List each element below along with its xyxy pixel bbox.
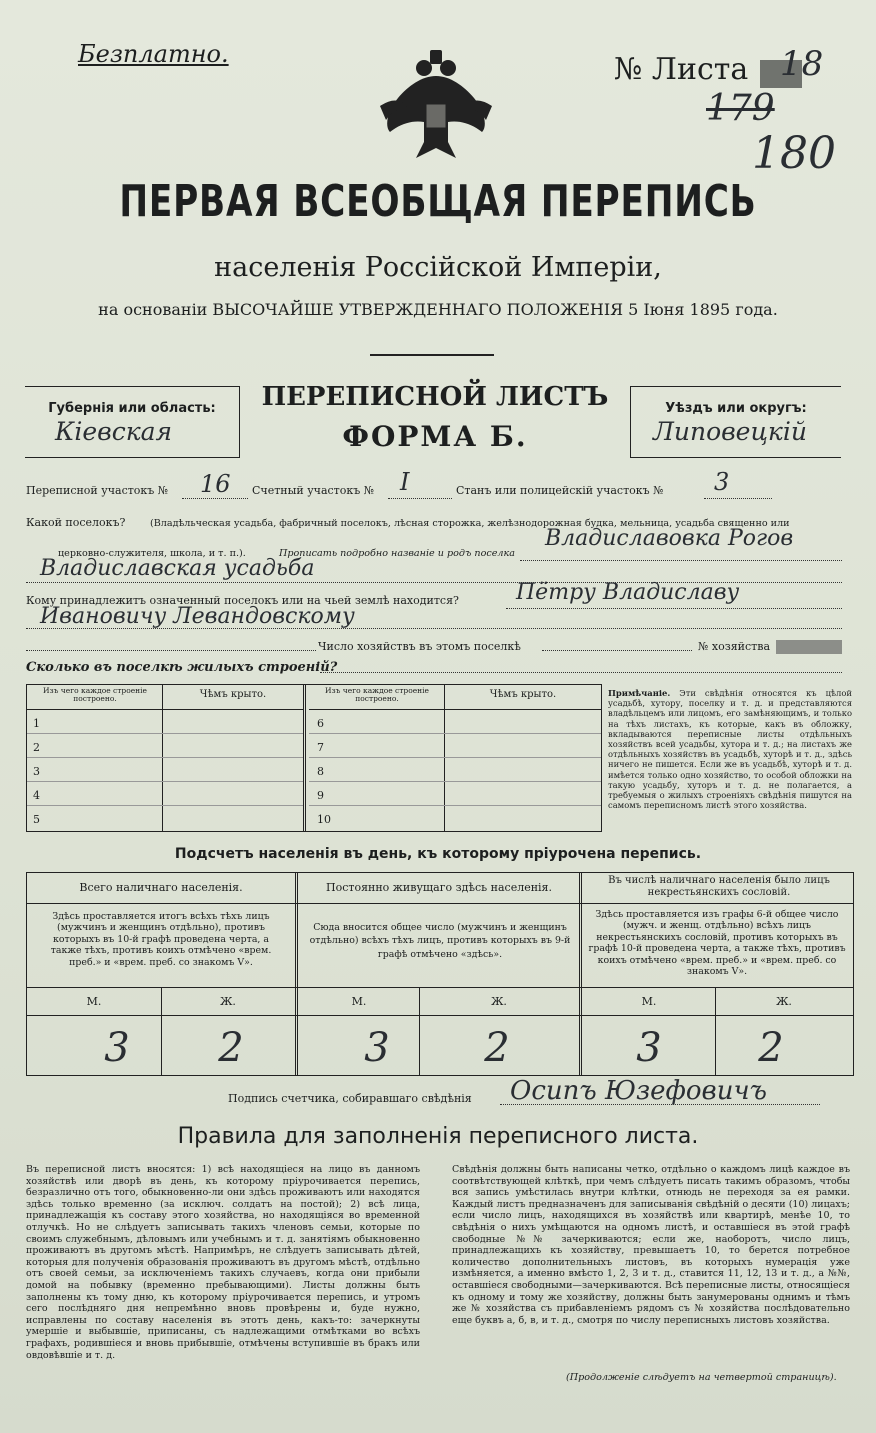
col-divider bbox=[162, 685, 163, 831]
row-number: 3 bbox=[33, 765, 40, 778]
row-number: 9 bbox=[317, 789, 324, 802]
sheet-number-new: 180 bbox=[752, 128, 836, 179]
sheet-number-hw: 18 bbox=[780, 44, 824, 84]
buildings-label: Сколько въ поселкѣ жилыхъ строеній? bbox=[26, 660, 338, 675]
rules-title: Правила для заполненія переписного листа. bbox=[177, 1124, 699, 1149]
rules-left: Въ переписной листъ вносятся: 1) всѣ находящіеся на лицо въ данномъ хозяйствѣ или дворѣ въ день, къ которому пріурочивается перепись, безразлично отъ того, обыкновенно-ли они здѣсь проживаютъ или находятся здѣсь только временно (за исключ. солдатъ на постой); 2) всѣ лица, принадлежащія къ составу этого хозяйства, но находящіяся во временной отлучкѣ. Но не слѣдуетъ записывать такихъ членовъ семьи, которые по своимъ служебнымъ, дѣловымъ или учебнымъ и т. д. занятіямъ обыкновенно проживаютъ въ другомъ мѣстѣ. Напримѣръ, не слѣдуетъ записывать дѣтей, которыя для полученія образованія проживаютъ въ другомъ мѣстѣ, отдѣльно отъ своей семьи, за исключеніемъ такихъ случаевъ, когда они прибыли домой на побывку (временно пребывающими). Листы должны быть заполнены къ тому дню, къ которому пріурочивается перепись, и утромъ сего послѣдняго дня непремѣнно вновь провѣрены и, буде нужно, исправлены по составу населенія въ этотъ день, какъ-то: зачеркнуты умершіе и выбывшіе, приписаны, съ надлежащими отмѣтками во всѣхъ графахъ, родившіеся и вновь прибывшіе, отмѣчены вступившіе въ бракъ или овдовѣвшіе и т. д. bbox=[26, 1164, 420, 1361]
rules-right: Свѣдѣнія должны быть написаны четко, отдѣльно о каждомъ лицѣ каждое въ соотвѣтствующей клѣткѣ, при чемъ слѣдуетъ писать такимъ образомъ, чтобы вся запись умѣстилась внутри клѣтки, отнюдь не переходя за ея рамки. Каждый листъ предназначенъ для записыванія свѣдѣній о десяти (10) лицахъ; если число лицъ, находящихся въ хозяйствѣ или квартирѣ, менѣе 10, то свѣдѣнія о нихъ умѣщаются на одномъ листѣ, и оставшіеся въ этой графѣ свободные №№ зачеркиваются; если же, наоборотъ, число лицъ, принадлежащихъ къ хозяйству, превышаетъ 10, то берется потребное количество дополнительныхъ листовъ, въ которыхъ нумерація уже измѣняется, а именно вмѣсто 1, 2, 3 и т. д., ставится 11, 12, 13 и т. д., а №№, оставшіеся свободными—зачеркиваются. Всѣ переписные листы, относящіеся къ одному и тому же хозяйству, должны быть занумерованы однимъ и тѣмъ же № хозяйства съ прибавленіемъ рядомъ съ № хозяйства послѣдовательно еще буквъ а, б, в, и т. д., смотря по числу переписныхъ листовъ хозяйства. bbox=[452, 1164, 850, 1326]
note-block bbox=[608, 688, 852, 810]
tally-desc-rule bbox=[27, 987, 853, 988]
row-number: 7 bbox=[317, 741, 324, 754]
title-sub1: населенія Россійской Имперіи, bbox=[214, 252, 662, 283]
page-title: ПЕРВАЯ ВСЕОБЩАЯ ПЕРЕПИСЬ bbox=[119, 176, 757, 227]
form-name: ПЕРЕПИСНОЙ ЛИСТЪ bbox=[261, 382, 609, 412]
tally-col3-f-label: Ж. bbox=[776, 995, 792, 1008]
tally-col1-desc: Здѣсь проставляется итогъ всѣхъ тѣхъ лицъ (мужчинъ и женщинъ отдѣльно), противъ которыхъ въ 10-й графѣ проведена черта, а также тѣхъ, противъ коихъ отмѣчено «врем. преб.» и «врем. преб. со знакомъ V». bbox=[50, 911, 272, 968]
title-divider bbox=[370, 354, 494, 356]
counting-area-label: Счетный участокъ № bbox=[252, 484, 375, 497]
row-number: 4 bbox=[33, 789, 40, 802]
sheet-number-old: 179 bbox=[706, 88, 775, 129]
tally-col1-m: 3 bbox=[104, 1025, 130, 1071]
household-no-label: № хозяйства bbox=[698, 640, 770, 653]
row-rule bbox=[309, 733, 601, 734]
census-area-label: Переписной участокъ № bbox=[26, 484, 169, 497]
tally-col3-f: 2 bbox=[758, 1025, 784, 1071]
tally-col2-head: Постоянно живущаго здѣсь населенія. bbox=[326, 881, 552, 894]
households-label: Число хозяйствъ въ этомъ поселкѣ bbox=[318, 640, 521, 653]
col-divider bbox=[444, 685, 445, 831]
form-type: ФОРМА Б. bbox=[342, 420, 528, 453]
col-material-right: Изъ чего каждое строеніе построено. bbox=[325, 686, 429, 703]
settlement-value-2: Владиславская усадьба bbox=[40, 556, 315, 581]
sheet-number-label: № Листа bbox=[614, 52, 749, 87]
row-rule bbox=[27, 757, 303, 758]
census-area-value: 16 bbox=[200, 470, 231, 498]
tally-col1-m-label: М. bbox=[86, 995, 102, 1008]
settlement-value-1: Владиславовка Рогов bbox=[545, 526, 794, 551]
stan-value: 3 bbox=[714, 468, 730, 496]
province-box bbox=[25, 386, 240, 458]
row-rule bbox=[309, 805, 601, 806]
household-no-stamp bbox=[776, 640, 842, 654]
tally-head-rule bbox=[27, 903, 853, 904]
row-number: 2 bbox=[33, 741, 40, 754]
settlement-hint: (Владѣльческая усадьба, фабричный поселокъ, лѣсная сторожка, желѣзнодорожная будка, мельница, усадьба священно или bbox=[150, 518, 790, 529]
col-material-left: Изъ чего каждое строеніе построено. bbox=[43, 686, 147, 703]
settlement-hint2: церковно-служителя, школа, и т. п.). bbox=[58, 548, 246, 559]
buildings-left bbox=[27, 685, 306, 831]
tally-col2-m-label: М. bbox=[351, 995, 367, 1008]
signature-value: Осипъ Юзефовичъ bbox=[510, 1076, 767, 1106]
tally-table bbox=[26, 872, 854, 1076]
tally-col2-f: 2 bbox=[484, 1025, 510, 1071]
counting-area-line bbox=[388, 484, 452, 499]
tally-col3-head: Въ числѣ наличнаго населенія было лицъ некрестьянскихъ сословій. bbox=[608, 875, 830, 898]
rules-continued: (Продолженіе слѣдуетъ на четвертой страницѣ). bbox=[566, 1372, 837, 1383]
note-text: Эти свѣдѣнія относятся къ цѣлой усадьбѣ, хутору, поселку и т. д. и представляются владѣльцемъ или лицомъ, его замѣняющимъ, и только на тѣхъ листахъ, къ которые, какъ въ обложку, вкладываются переписные листы отдѣльныхъ хозяйствъ всей усадьбы, хутора и т. д.; на листахъ же отдѣльныхъ хозяйствъ въ усадьбѣ, хуторѣ и т. д., здѣсь ничего не пишется. Если же въ усадьбѣ, хуторѣ и т. д. имѣется только одно хозяйство, то особой обложки на такую усадьбу, хуторъ и т. д. не полагается, а требуемыя о жилыхъ строеніяхъ свѣдѣнія пишутся на самомъ переписномъ листѣ этого хозяйства. bbox=[608, 688, 852, 811]
buildings-line bbox=[320, 658, 842, 673]
province-label: Губернія или область: bbox=[48, 401, 216, 416]
households-line bbox=[542, 636, 692, 651]
district-value: Липовецкій bbox=[653, 417, 807, 446]
tally-col1-f-label: Ж. bbox=[220, 995, 236, 1008]
row-rule bbox=[309, 757, 601, 758]
row-number: 1 bbox=[33, 717, 40, 730]
signature-label: Подпись счетчика, собиравшаго свѣдѣнія bbox=[228, 1092, 472, 1105]
counting-area-value: I bbox=[400, 468, 410, 496]
settlement-label: Какой поселокъ? bbox=[26, 516, 126, 529]
buildings-table bbox=[26, 684, 602, 832]
col-roof-right: Чѣмъ крыто. bbox=[489, 689, 557, 700]
settlement-instruction: Прописать подробно названіе и родъ поселка bbox=[279, 548, 515, 559]
district-box bbox=[630, 386, 841, 458]
row-rule bbox=[27, 781, 303, 782]
row-number: 5 bbox=[33, 813, 40, 826]
province-value: Кіевская bbox=[55, 417, 173, 446]
tally-col2-desc: Сюда вносится общее число (мужчинъ и женщинъ отдѣльно) всѣхъ тѣхъ лицъ, противъ которыхъ въ 9-й графѣ отмѣчено «здѣсь». bbox=[309, 922, 571, 960]
tally-col3-m-label: М. bbox=[641, 995, 657, 1008]
row-rule bbox=[309, 781, 601, 782]
row-number: 6 bbox=[317, 717, 324, 730]
imperial-eagle-icon bbox=[372, 46, 500, 174]
col-roof-left: Чѣмъ крыто. bbox=[199, 689, 267, 700]
row-number: 10 bbox=[317, 813, 331, 826]
owner-label: Кому принадлежитъ означенный поселокъ или на чьей землѣ находится? bbox=[26, 594, 459, 607]
tally-col1-head: Всего наличнаго населенія. bbox=[79, 881, 243, 894]
head-rule bbox=[27, 709, 303, 710]
tally-col3-desc: Здѣсь проставляется изъ графы 6-й общее число (мужч. и женщ. отдѣльно) всѣхъ лицъ некрестьянскихъ сословій, противъ которыхъ въ графѣ 10-й проведена черта, а также тѣхъ, противъ коихъ отмѣчено «врем. преб.» и «врем. преб. со знакомъ V». bbox=[588, 909, 846, 978]
owner-value-1: Пётру Владиславу bbox=[516, 580, 740, 605]
row-rule bbox=[27, 733, 303, 734]
tally-title: Подсчетъ населенія въ день, къ которому пріурочена перепись. bbox=[174, 846, 702, 862]
buildings-right bbox=[309, 685, 601, 831]
tally-col2-m: 3 bbox=[364, 1025, 390, 1071]
head-rule bbox=[309, 709, 601, 710]
row-rule bbox=[27, 805, 303, 806]
district-label: Уѣздъ или округъ: bbox=[665, 401, 807, 416]
tally-col3-m: 3 bbox=[636, 1025, 662, 1071]
households-pre-line bbox=[26, 636, 316, 651]
row-number: 8 bbox=[317, 765, 324, 778]
title-sub2: на основаніи ВЫСОЧАЙШЕ УТВЕРЖДЕННАГО ПОЛОЖЕНІЯ 5 Іюня 1895 года. bbox=[98, 300, 778, 319]
free-label: Безплатно. bbox=[78, 40, 229, 68]
stan-label: Станъ или полицейскій участокъ № bbox=[456, 484, 664, 497]
tally-col2-f-label: Ж. bbox=[491, 995, 507, 1008]
owner-value-2: Ивановичу Левандовскому bbox=[40, 604, 355, 629]
tally-mf-rule bbox=[27, 1015, 853, 1016]
tally-col1-f: 2 bbox=[218, 1025, 244, 1071]
note-title: Примѣчаніе. bbox=[608, 688, 671, 698]
